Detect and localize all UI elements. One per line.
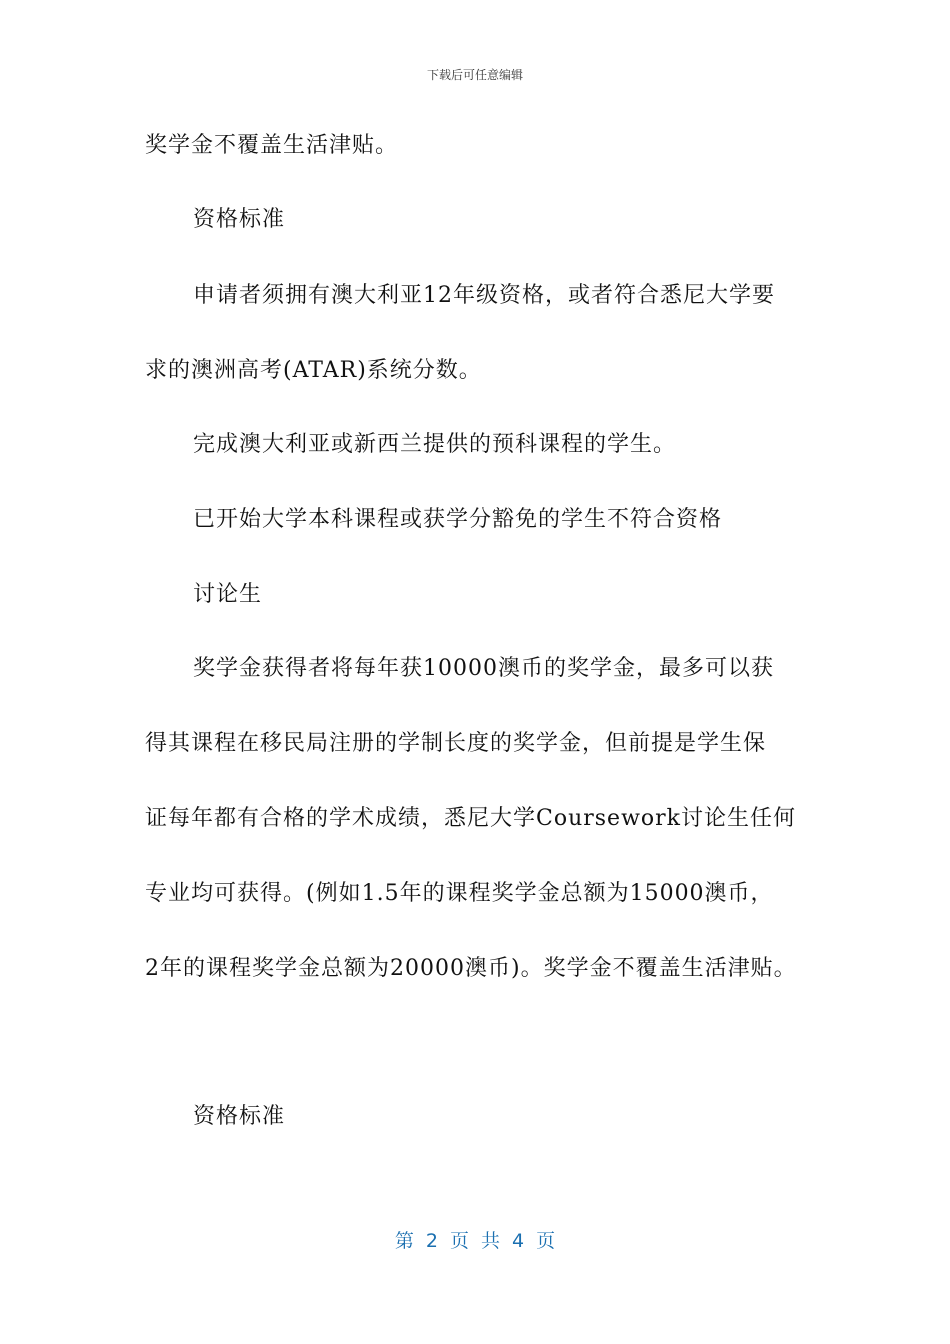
body-line: 专业均可获得。(例如1.5年的课程奖学金总额为15000澳币， (145, 881, 774, 906)
section-heading: 资格标准 (193, 1104, 286, 1129)
body-line: 得其课程在移民局注册的学制长度的奖学金，但前提是学生保 (145, 731, 767, 756)
page-footer (0, 1226, 950, 1253)
footer-total-pages: 4 (512, 1230, 525, 1252)
body-line: 2年的课程奖学金总额为20000澳币)。奖学金不覆盖生活津贴。 (145, 956, 797, 981)
footer-middle: 页 共 (449, 1230, 501, 1252)
footer-prefix: 第 (394, 1230, 414, 1252)
body-line: 已开始大学本科课程或获学分豁免的学生不符合资格 (193, 507, 723, 532)
body-line: 申请者须拥有澳大利亚12年级资格，或者符合悉尼大学要 (193, 283, 775, 308)
section-heading: 讨论生 (193, 582, 263, 607)
section-heading: 资格标准 (193, 207, 286, 232)
footer-page-number: 2 (425, 1230, 438, 1252)
page-header: 下载后可任意编辑 (426, 68, 523, 82)
body-line: 求的澳洲高考(ATAR)系统分数。 (145, 358, 482, 383)
footer-suffix: 页 (536, 1230, 556, 1252)
body-line: 完成澳大利亚或新西兰提供的预科课程的学生。 (193, 432, 677, 457)
body-line: 奖学金获得者将每年获10000澳币的奖学金，最多可以获 (193, 656, 774, 681)
body-line: 奖学金不覆盖生活津贴。 (145, 133, 399, 158)
body-line: 证每年都有合格的学术成绩，悉尼大学Coursework讨论生任何 (145, 806, 796, 831)
